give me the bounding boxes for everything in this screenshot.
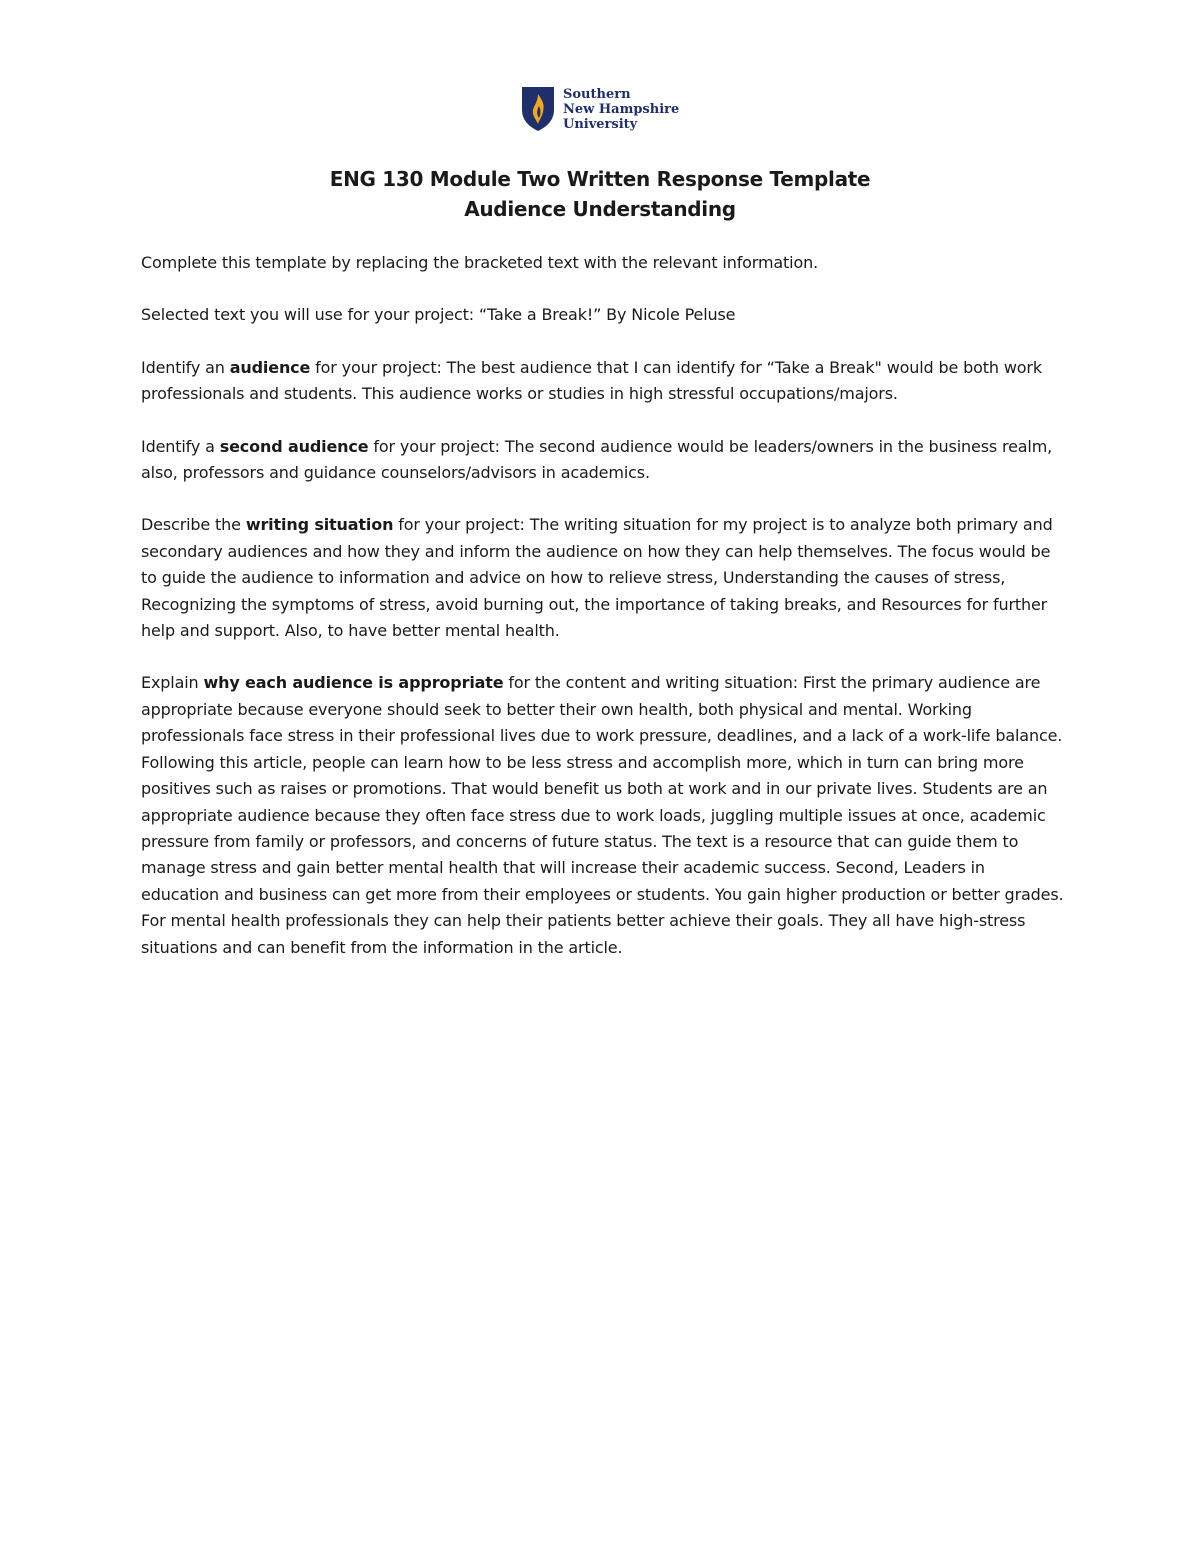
first-audience-paragraph bbox=[141, 355, 1066, 408]
first-audience-response: The best audience that I can identify for “Take a Break" would be both work professionals and students. This audience works or studies in high stressful occupations/majors. bbox=[141, 357, 1042, 404]
appropriateness-paragraph bbox=[141, 670, 1066, 960]
instructions-paragraph bbox=[141, 250, 1066, 276]
document-subtitle: Audience Understanding bbox=[464, 197, 736, 221]
university-name-line2: New Hampshire bbox=[563, 101, 680, 117]
first-audience-suffix: for your project: bbox=[310, 357, 447, 377]
university-name-line3: University bbox=[563, 116, 638, 132]
second-audience-paragraph bbox=[141, 434, 1066, 487]
document-body bbox=[141, 250, 1066, 987]
writing-situation-response: The writing situation for my project is to analyze both primary and secondary audiences and how they and inform the audience on how they can help themselves. The focus would be to guide the audience to information and advice on how to relieve stress, Understanding the causes of stress, Recognizing the symptoms of stress, avoid burning out, the importance of taking breaks, and Resources for further help and support. Also, to have better mental health. bbox=[141, 515, 1053, 641]
university-logo bbox=[521, 84, 691, 134]
university-name-line1: Southern bbox=[563, 86, 631, 102]
second-audience-prefix: Identify a bbox=[141, 436, 220, 456]
shield-flame-icon bbox=[521, 86, 555, 132]
second-audience-keyword: second audience bbox=[219, 436, 369, 456]
university-name bbox=[563, 87, 679, 132]
second-audience-suffix: for your project: bbox=[368, 436, 505, 456]
appropriateness-response: First the primary audience are appropriate because everyone should seek to better their own health, both physical and mental. Working professionals face stress in their professional lives due to work pressure, deadlines, and a lack of a work-life balance. Following this article, people can learn how to be less stress and accomplish more, which in turn can bring more positives such as raises or promotions. That would benefit us both at work and in our private lives. Students are an appropriate audience because they often face stress due to work loads, juggling multiple issues at once, academic pressure from family or professors, and concerns of future status. The text is a resource that can guide them to manage stress and gain better mental health that will increase their academic success. Second, Leaders in education and business can get more from their employees or students. You gain higher production or better grades. For mental health professionals they can help their patients better achieve their goals. They all have high-stress situations and can benefit from the information in the article. bbox=[141, 673, 1064, 957]
selected-text-value: “Take a Break!” By Nicole Peluse bbox=[478, 305, 736, 325]
instructions-text: Complete this template by replacing the bracketed text with the relevant information. bbox=[141, 253, 819, 272]
selected-text-paragraph bbox=[141, 302, 1066, 328]
appropriateness-suffix: for the content and writing situation: bbox=[503, 673, 803, 693]
writing-situation-paragraph bbox=[141, 512, 1066, 644]
appropriateness-prefix: Explain bbox=[141, 673, 204, 693]
first-audience-prefix: Identify an bbox=[141, 357, 230, 377]
title-block bbox=[0, 164, 1200, 224]
writing-situation-keyword: writing situation bbox=[245, 515, 394, 535]
appropriateness-keyword: why each audience is appropriate bbox=[203, 673, 504, 693]
selected-text-label: Selected text you will use for your project: bbox=[141, 305, 479, 325]
writing-situation-prefix: Describe the bbox=[141, 515, 246, 535]
first-audience-keyword: audience bbox=[229, 357, 311, 377]
second-audience-response: The second audience would be leaders/owners in the business realm, also, professors and guidance counselors/advisors in academics. bbox=[141, 436, 1053, 483]
document-title: ENG 130 Module Two Written Response Template bbox=[329, 167, 871, 191]
writing-situation-suffix: for your project: bbox=[393, 515, 530, 535]
